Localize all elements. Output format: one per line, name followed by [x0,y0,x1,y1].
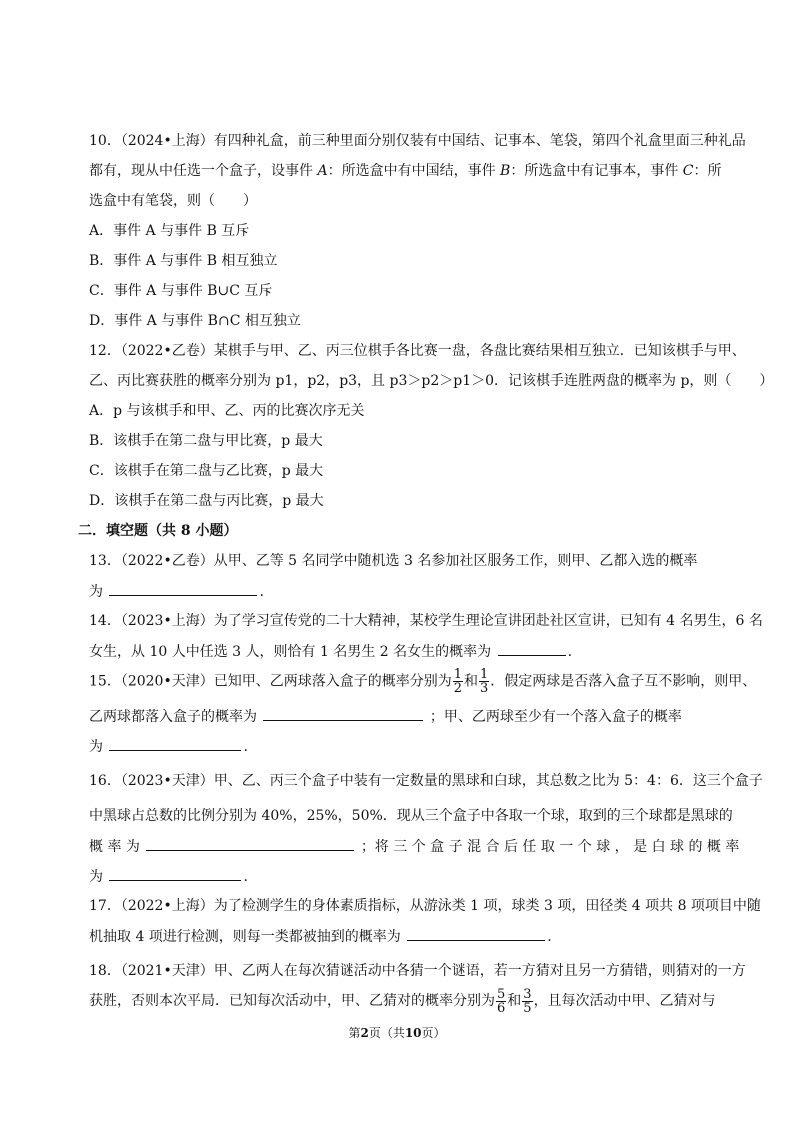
numerator: 3 [523,986,532,1002]
event-c: C [682,163,694,179]
q17-line-1: 17．（2022•上海）为了检测学生的身体素质指标，从游泳类 1 项，球类 3 项，田径类 4 项共 8 项项目中随 [89,898,761,914]
q13-line-2 [89,581,264,602]
q16-period: . [243,869,248,885]
q18-and: 和 [507,993,522,1009]
q10-text: ：所 [693,163,722,179]
q14-text: 女生，从 10 人中任选 3 人，则恰有 1 名男生 2 名女生的概率为 [89,644,492,660]
q16-line-2: 中黑球占总数的比例分别为 40%，25%，50%．现从三个盒子中各取一个球，取到的三个球都是黑球的 [89,808,733,824]
numerator: 1 [453,667,462,682]
footer-text: 第 [348,1026,361,1040]
q18-text: ，且每次活动中甲、乙猜对与 [533,993,716,1009]
q15-line-3 [89,736,248,757]
q10-text: 都有，现从中任选一个盒子，设事件 [89,163,318,179]
q15-text: ．假定两球是否落入盒子互不影响，则甲、 [490,673,757,690]
q10-option-d: D．事件 A 与事件 B∩C 相互独立 [89,313,301,329]
footer-text: 页） [421,1026,446,1040]
event-a: A [317,163,328,179]
q12-line-2: 乙、丙比赛获胜的概率分别为 p1，p2，p3，且 p3＞p2＞p1＞0．记该棋手连胜两盘的概率为 p，则（ ） [89,373,774,389]
q16-text: ；将 三 个 盒 子 混 合 后 任 取 一 个 球 ， 是 白 球 的 概 率 [360,839,740,855]
answer-blank[interactable] [407,926,545,941]
footer-text: 页（共 [368,1026,405,1040]
denominator: 5 [523,1000,532,1016]
total-pages: 10 [404,1026,422,1040]
q10-option-a: A．事件 A 与事件 B 互斥 [89,223,250,239]
q18-text: 获胜，否则本次平局．已知每次活动中，甲、乙猜对的概率分别为 [89,993,495,1009]
q12-line-1: 12．（2022•乙卷）某棋手与甲、乙、丙三位棋手各比赛一盘，各盘比赛结果相互独立．已知该棋手与甲、 [89,343,746,359]
q17-period: . [547,929,552,945]
answer-blank[interactable] [498,641,566,656]
answer-blank[interactable] [109,736,241,751]
q16-text: 为 [89,869,103,885]
q17-text: 机抽取 4 项进行检测，则每一类都被抽到的概率为 [89,929,401,945]
fraction-one-half [453,668,463,695]
q12-option-c: C．该棋手在第二盘与乙比赛，p 最大 [89,463,324,479]
q10-option-c: C．事件 A 与事件 B∪C 互斥 [89,283,273,299]
q17-line-2 [89,926,552,947]
q10-option-b: B．事件 A 与事件 B 相互独立 [89,253,278,269]
fraction-five-sixths [496,988,506,1015]
page-number: 2 [360,1026,369,1040]
q13-text: 为 [89,584,103,600]
q14-line-2 [89,641,572,662]
q13-line-1: 13．（2022•乙卷）从甲、乙等 5 名同学中随机选 3 名参加社区服务工作，则甲、乙都入选的概率 [89,553,698,569]
q15-period: . [243,739,248,755]
denominator: 2 [453,681,462,696]
q15-line-1 [89,668,756,695]
q12-option-b: B．该棋手在第二盘与甲比赛，p 最大 [89,433,323,449]
q14-period: . [567,644,573,660]
q15-text: 乙两球都落入盒子的概率为 [89,709,257,725]
numerator: 5 [497,986,506,1002]
q15-text: ；甲、乙两球至少有一个落入盒子的概率 [429,709,682,725]
q15-text: 15．（2020•天津）已知甲、乙两球落入盒子的概率分别为 [89,673,452,690]
q16-line-4 [89,866,248,887]
q10-line-1: 10．（2024•上海）有四种礼盒，前三种里面分别仅装有中国结、记事本、笔袋，第四个礼盒里面三种礼品 [89,133,746,149]
q18-line-1: 18．（2021•天津）甲、乙两人在每次猜谜活动中各猜一个谜语，若一方猜对且另一方猜错，则猜对的一方 [89,963,746,979]
q13-period: . [259,584,264,600]
q10-line-3: 选盒中有笔袋，则（ ） [89,193,257,209]
fraction-one-third [479,668,489,695]
answer-blank[interactable] [146,836,354,851]
answer-blank[interactable] [109,581,257,596]
answer-blank[interactable] [263,706,423,721]
q15-and: 和 [463,673,478,690]
denominator: 6 [497,1000,506,1016]
q18-line-2 [89,987,716,1015]
q16-line-1: 16．（2023•天津）甲、乙、丙三个盒子中装有一定数量的黑球和白球，其总数之比为 5：4：6．这三个盒子 [89,773,763,789]
answer-blank[interactable] [109,866,241,881]
denominator: 3 [479,681,489,696]
q15-line-2 [89,706,682,727]
q15-text: 为 [89,739,103,755]
fraction-three-fifths [522,988,532,1015]
section-heading: 二．填空题（共 8 小题） [78,523,238,539]
numerator: 1 [479,667,489,682]
q14-line-1: 14．（2023•上海）为了学习宣传党的二十大精神，某校学生理论宣讲团赴社区宣讲，已知有 4 名男生，6 名 [89,613,763,629]
q10-text: ：所选盒中有中国结，事件 [327,163,501,179]
q16-line-3 [89,836,739,857]
q12-option-a: A．p 与该棋手和甲、乙、丙的比赛次序无关 [89,403,365,419]
q10-line-2 [89,161,722,181]
q16-text: 概 率 为 [89,839,140,855]
q12-option-d: D．该棋手在第二盘与丙比赛，p 最大 [89,493,324,509]
event-b: B [500,163,511,179]
page-footer [0,1024,794,1041]
q10-text: ：所选盒中有记事本，事件 [510,163,683,179]
